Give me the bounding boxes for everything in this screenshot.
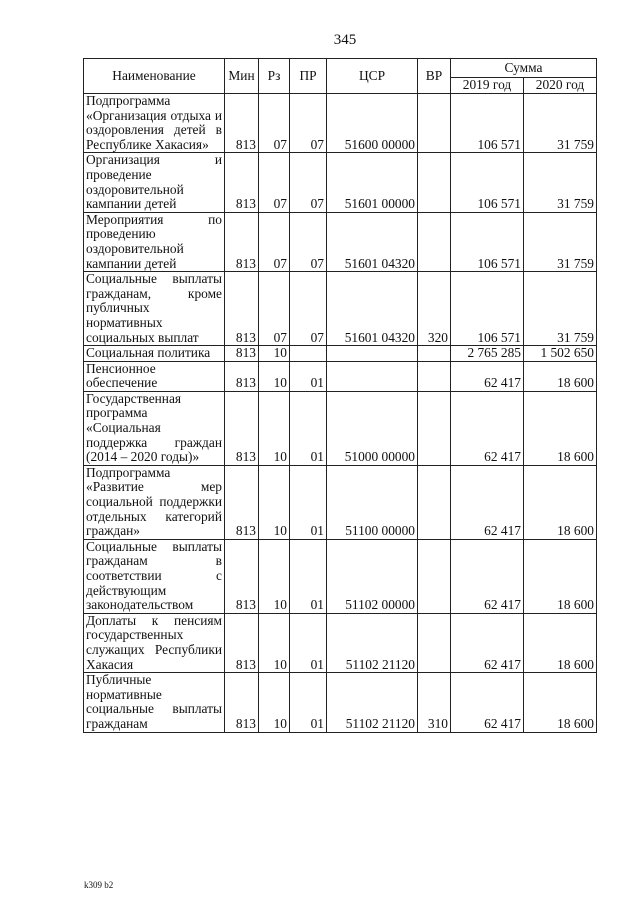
- header-year-2019: 2019 год: [451, 78, 524, 94]
- row-name-cell: Социальные выплаты гражданам, кроме публичных нормативных социальных выплат: [84, 272, 225, 346]
- row-sum-2020-cell: 31 759: [524, 94, 597, 153]
- row-sum-2020-cell: 18 600: [524, 361, 597, 391]
- budget-table: [83, 58, 597, 733]
- header-vr: ВР: [418, 59, 451, 94]
- row-pr-cell: 01: [290, 673, 327, 732]
- row-sum-2020-cell: 31 759: [524, 212, 597, 271]
- row-vr-cell: 310: [418, 673, 451, 732]
- row-min-cell: 813: [225, 673, 259, 732]
- table-body: [84, 94, 597, 733]
- row-min-cell: 813: [225, 613, 259, 672]
- row-name-cell: Подпрограмма «Развитие мер социальной поддержки отдельных категорий граждан»: [84, 465, 225, 539]
- row-name-cell: Публичные нормативные социальные выплаты гражданам: [84, 673, 225, 732]
- row-sum-2019-cell: 106 571: [451, 272, 524, 346]
- row-min-cell: 813: [225, 212, 259, 271]
- row-pr-cell: 01: [290, 539, 327, 613]
- row-vr-cell: 320: [418, 272, 451, 346]
- row-sum-2019-cell: 62 417: [451, 539, 524, 613]
- row-sum-2020-cell: 18 600: [524, 391, 597, 465]
- row-sum-2019-cell: 62 417: [451, 613, 524, 672]
- row-pr-cell: 07: [290, 272, 327, 346]
- row-pr-cell: 07: [290, 94, 327, 153]
- row-vr-cell: [418, 391, 451, 465]
- row-sum-2020-cell: 18 600: [524, 465, 597, 539]
- row-name-cell: Пенсионное обеспечение: [84, 361, 225, 391]
- table-row: [84, 212, 597, 271]
- row-pr-cell: 01: [290, 465, 327, 539]
- row-sum-2019-cell: 106 571: [451, 212, 524, 271]
- row-csr-cell: 51601 04320: [327, 212, 418, 271]
- row-name-cell: Мероприятия по проведению оздоровительной кампании детей: [84, 212, 225, 271]
- row-pr-cell: 01: [290, 613, 327, 672]
- row-min-cell: 813: [225, 272, 259, 346]
- row-name-cell: Социальные выплаты гражданам в соответствии с действующим законодательством: [84, 539, 225, 613]
- row-rz-cell: 07: [259, 153, 290, 212]
- table-row: [84, 539, 597, 613]
- row-csr-cell: 51000 00000: [327, 391, 418, 465]
- header-sum: Сумма: [451, 59, 597, 78]
- row-rz-cell: 10: [259, 539, 290, 613]
- row-name-cell: Организация и проведение оздоровительной кампании детей: [84, 153, 225, 212]
- footer-code: k309 b2: [84, 880, 114, 890]
- row-vr-cell: [418, 465, 451, 539]
- header-pr: ПР: [290, 59, 327, 94]
- row-name-cell: Государственная программа «Социальная поддержка граждан (2014 – 2020 годы)»: [84, 391, 225, 465]
- row-sum-2019-cell: 106 571: [451, 94, 524, 153]
- row-min-cell: 813: [225, 465, 259, 539]
- row-sum-2020-cell: 31 759: [524, 272, 597, 346]
- row-pr-cell: [290, 346, 327, 362]
- row-sum-2019-cell: 62 417: [451, 391, 524, 465]
- row-vr-cell: [418, 539, 451, 613]
- row-pr-cell: 07: [290, 153, 327, 212]
- row-sum-2020-cell: 18 600: [524, 613, 597, 672]
- row-min-cell: 813: [225, 346, 259, 362]
- row-min-cell: 813: [225, 361, 259, 391]
- row-rz-cell: 10: [259, 346, 290, 362]
- row-sum-2019-cell: 62 417: [451, 361, 524, 391]
- table-row: [84, 153, 597, 212]
- table-row: [84, 272, 597, 346]
- table-row: [84, 94, 597, 153]
- header-year-2020: 2020 год: [524, 78, 597, 94]
- row-csr-cell: 51600 00000: [327, 94, 418, 153]
- row-rz-cell: 10: [259, 361, 290, 391]
- row-rz-cell: 10: [259, 391, 290, 465]
- row-vr-cell: [418, 94, 451, 153]
- row-sum-2019-cell: 106 571: [451, 153, 524, 212]
- row-vr-cell: [418, 212, 451, 271]
- row-rz-cell: 07: [259, 272, 290, 346]
- row-min-cell: 813: [225, 153, 259, 212]
- table-row: [84, 391, 597, 465]
- row-min-cell: 813: [225, 391, 259, 465]
- row-sum-2020-cell: 1 502 650: [524, 346, 597, 362]
- page-number: 345: [333, 32, 357, 48]
- row-rz-cell: 10: [259, 673, 290, 732]
- row-csr-cell: [327, 346, 418, 362]
- table-header: [84, 59, 597, 94]
- row-name-cell: Социальная политика: [84, 346, 225, 362]
- row-vr-cell: [418, 613, 451, 672]
- row-rz-cell: 07: [259, 94, 290, 153]
- row-csr-cell: 51102 00000: [327, 539, 418, 613]
- row-pr-cell: 07: [290, 212, 327, 271]
- table-row: [84, 361, 597, 391]
- row-vr-cell: [418, 153, 451, 212]
- header-rz: Рз: [259, 59, 290, 94]
- row-sum-2019-cell: 62 417: [451, 673, 524, 732]
- table-row: [84, 673, 597, 732]
- row-sum-2020-cell: 18 600: [524, 673, 597, 732]
- row-csr-cell: 51102 21120: [327, 673, 418, 732]
- row-csr-cell: [327, 361, 418, 391]
- row-min-cell: 813: [225, 539, 259, 613]
- row-sum-2020-cell: 18 600: [524, 539, 597, 613]
- row-name-cell: Доплаты к пенсиям государственных служащих Республики Хакасия: [84, 613, 225, 672]
- header-name: Наименование: [84, 59, 225, 94]
- row-pr-cell: 01: [290, 391, 327, 465]
- table-row: [84, 465, 597, 539]
- row-rz-cell: 07: [259, 212, 290, 271]
- row-pr-cell: 01: [290, 361, 327, 391]
- table-row: [84, 346, 597, 362]
- row-sum-2020-cell: 31 759: [524, 153, 597, 212]
- row-csr-cell: 51100 00000: [327, 465, 418, 539]
- header-min: Мин: [225, 59, 259, 94]
- row-rz-cell: 10: [259, 613, 290, 672]
- row-vr-cell: [418, 361, 451, 391]
- header-csr: ЦСР: [327, 59, 418, 94]
- row-min-cell: 813: [225, 94, 259, 153]
- row-csr-cell: 51601 04320: [327, 272, 418, 346]
- row-name-cell: Подпрограмма «Организация отдыха и оздоровления детей в Республике Хакасия»: [84, 94, 225, 153]
- row-sum-2019-cell: 2 765 285: [451, 346, 524, 362]
- row-sum-2019-cell: 62 417: [451, 465, 524, 539]
- table-row: [84, 613, 597, 672]
- row-vr-cell: [418, 346, 451, 362]
- row-csr-cell: 51601 00000: [327, 153, 418, 212]
- row-rz-cell: 10: [259, 465, 290, 539]
- row-csr-cell: 51102 21120: [327, 613, 418, 672]
